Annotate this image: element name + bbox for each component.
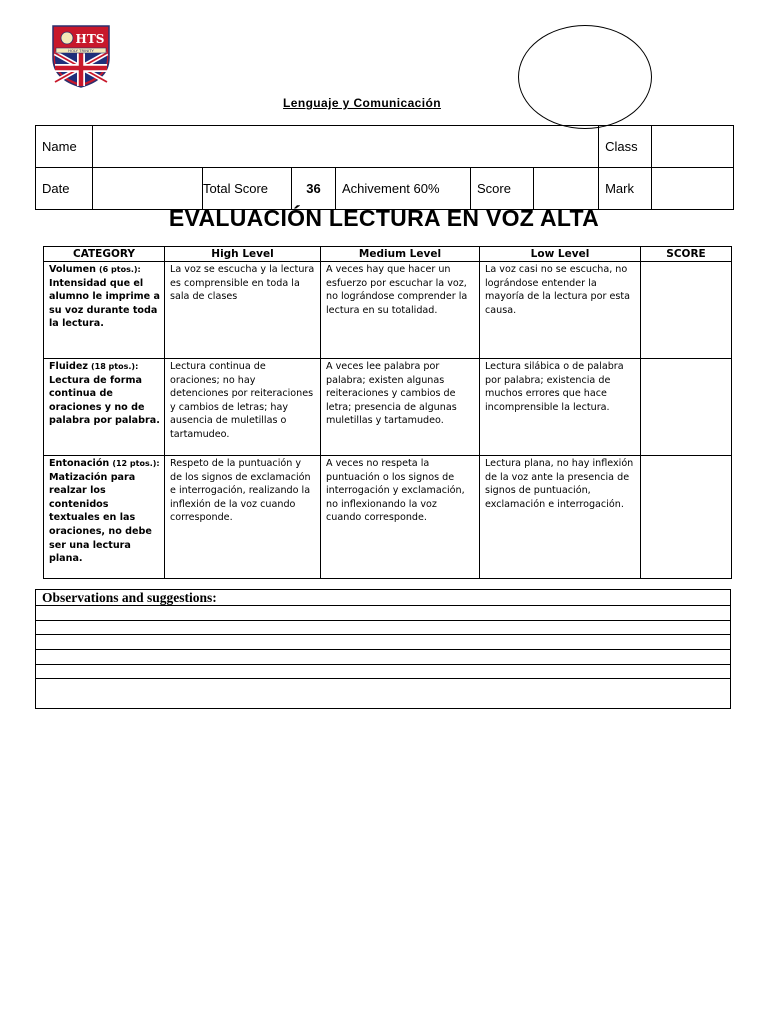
total-score-value: 36 xyxy=(292,168,336,210)
name-label: Name xyxy=(36,126,93,168)
observations-box xyxy=(35,589,731,709)
achievement-label: Achivement 60% xyxy=(336,168,471,210)
category-name: Volumen xyxy=(49,264,96,275)
low-level-cell: Lectura silábica o de palabra por palabra; existencia de muchos errores que hace incomprensible la lectura. xyxy=(480,359,641,456)
category-description: Lectura de forma continua de oraciones y no de palabra por palabra. xyxy=(49,374,160,427)
category-description: Intensidad que el alumno le imprime a su voz durante toda la lectura. xyxy=(49,277,160,330)
score-field[interactable] xyxy=(534,168,599,210)
column-header: CATEGORY xyxy=(44,247,165,262)
observation-line[interactable] xyxy=(36,679,730,694)
high-level-cell: Lectura continua de oraciones; no hay detenciones por reiteraciones y cambios de letras; hay ausencia de muletillas o tartamudeo. xyxy=(165,359,321,456)
column-header: Medium Level xyxy=(321,247,480,262)
observation-line[interactable] xyxy=(36,665,730,680)
column-header: High Level xyxy=(165,247,321,262)
category-name: Entonación xyxy=(49,458,110,469)
total-score-label: Total Score xyxy=(203,168,292,210)
student-photo-oval xyxy=(518,25,652,129)
svg-text:HTS: HTS xyxy=(75,32,105,46)
rubric-row-entonacion xyxy=(44,456,732,579)
score-cell[interactable] xyxy=(641,359,732,456)
class-label: Class xyxy=(599,126,652,168)
observation-line[interactable] xyxy=(36,650,730,665)
date-field[interactable] xyxy=(93,168,203,210)
high-level-cell: Respeto de la puntuación y de los signos de exclamación e interrogación, realizando la inflexión de la voz cuando corresponde. xyxy=(165,456,321,579)
observation-line[interactable] xyxy=(36,606,730,621)
low-level-cell: La voz casi no se escucha, no lográndose entender la mayoría de la lectura por esta causa. xyxy=(480,262,641,359)
category-cell xyxy=(44,359,165,456)
score-cell[interactable] xyxy=(641,456,732,579)
category-name: Fluidez xyxy=(49,361,88,372)
student-info-table xyxy=(35,125,734,210)
rubric-row-volumen xyxy=(44,262,732,359)
mark-label: Mark xyxy=(599,168,652,210)
name-field[interactable] xyxy=(93,126,599,168)
category-cell xyxy=(44,262,165,359)
score-label: Score xyxy=(471,168,534,210)
class-field[interactable] xyxy=(652,126,734,168)
column-header: SCORE xyxy=(641,247,732,262)
mark-field[interactable] xyxy=(652,168,734,210)
union-flag xyxy=(55,53,107,86)
observations-lines xyxy=(36,606,730,694)
school-crest-logo xyxy=(50,24,112,88)
medium-level-cell: A veces no respeta la puntuación o los signos de interrogación y exclamación, no inflexionando la voz cuando corresponde. xyxy=(321,456,480,579)
rubric-row-fluidez xyxy=(44,359,732,456)
observation-line[interactable] xyxy=(36,621,730,636)
rubric-table xyxy=(43,246,732,579)
medium-level-cell: A veces lee palabra por palabra; existen algunas reiteraciones y cambios de letra; presencia de algunas muletillas y tartamudeo. xyxy=(321,359,480,456)
subject-heading: Lenguaje y Comunicación xyxy=(283,96,441,110)
category-cell xyxy=(44,456,165,579)
date-label: Date xyxy=(36,168,93,210)
category-points: (12 ptos.): xyxy=(112,459,160,468)
category-description: Matización para realzar los contenidos textuales en las oraciones, no debe ser una lectura plana. xyxy=(49,471,152,565)
category-points: (6 ptos.): xyxy=(99,265,141,274)
medium-level-cell: A veces hay que hacer un esfuerzo por escuchar la voz, no lográndose comprender la lectura en su totalidad. xyxy=(321,262,480,359)
svg-text:HOLY TRINITY: HOLY TRINITY xyxy=(68,48,94,54)
observation-line[interactable] xyxy=(36,635,730,650)
observations-title: Observations and suggestions: xyxy=(36,590,730,606)
high-level-cell: La voz se escucha y la lectura es comprensible en toda la sala de clases xyxy=(165,262,321,359)
category-points: (18 ptos.): xyxy=(90,362,139,371)
low-level-cell: Lectura plana, no hay inflexión de la voz ante la presencia de signos de puntuación, exclamación e interrogación. xyxy=(480,456,641,579)
document-title: EVALUACIÓN LECTURA EN VOZ ALTA xyxy=(168,205,600,231)
rubric-header-row xyxy=(44,247,732,262)
score-cell[interactable] xyxy=(641,262,732,359)
column-header: Low Level xyxy=(480,247,641,262)
